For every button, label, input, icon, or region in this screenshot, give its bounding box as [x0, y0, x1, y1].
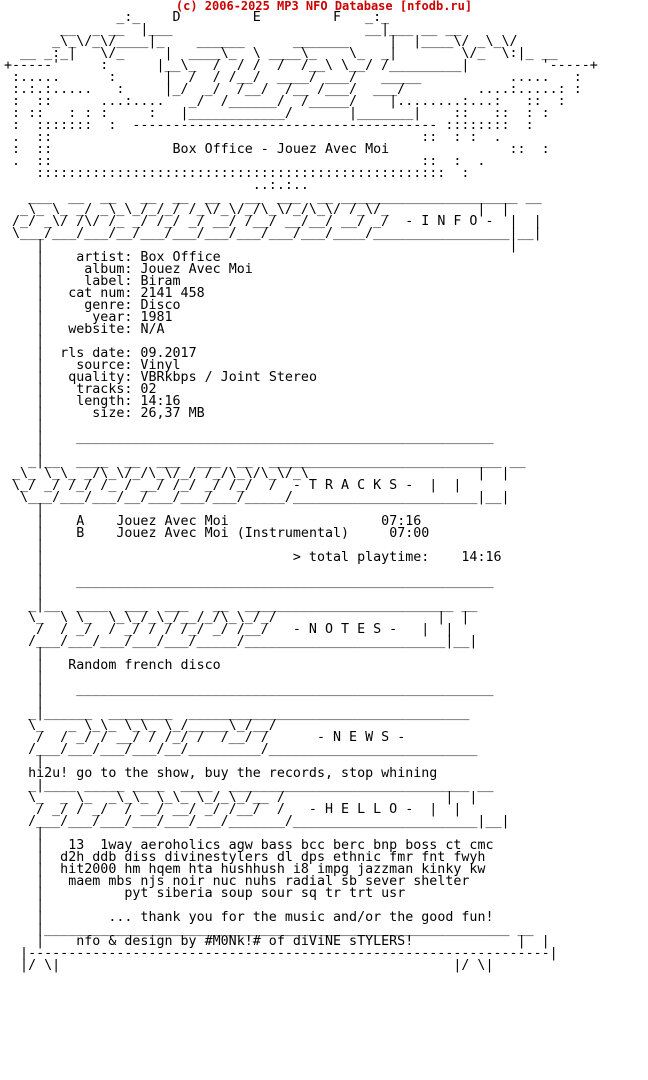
total-playtime-label: > total playtime: — [292, 550, 430, 565]
spacer: | — [4, 754, 45, 769]
tracks-label: tracks: — [76, 382, 133, 397]
spacer: | — [4, 418, 45, 433]
length-label: length: — [76, 394, 133, 409]
info-row-quality: | quality: VBRkbps / Joint Stereo — [4, 370, 317, 385]
info-row-website: | website: N/A — [4, 322, 165, 337]
quality-label: quality: — [68, 370, 133, 385]
notes-text-row: | Random french disco — [4, 658, 221, 673]
divider: | ____________________________________________________ — [4, 430, 494, 445]
logo-row-10: : ::::::: : -------------------------------------- :::::::: : — [4, 118, 534, 133]
info-row-source: | source: Vinyl — [4, 358, 181, 373]
rlsdate-value: 09.2017 — [140, 346, 197, 361]
thanks-text: ... thank you for the music and/or the good fun! — [108, 910, 494, 925]
greets-row-4: | maem mbs njs noir nuc nuhs radial sb sever shelter — [4, 874, 470, 889]
info-row-catnum: | cat num: 2141 458 — [4, 286, 205, 301]
year-label: year: — [92, 310, 133, 325]
footer-top-row: |__________________________________________________________ __ — [4, 922, 534, 937]
total-playtime-row: | > total playtime: 14:16 — [4, 550, 502, 565]
logo-row-2: __ _ __ |___ __|___ __ __ — [4, 22, 462, 37]
info-row-year: | year: 1981 — [4, 310, 173, 325]
info-row-rlsdate: | rls date: 09.2017 — [4, 346, 197, 361]
divider: | ____________________________________________________ — [4, 682, 494, 697]
greets-line: 13 1way aeroholics agw bass bcc berc bnp boss ct cmc — [68, 838, 494, 853]
greets-row-3: | hit2000 hm hqem hta hushhush i8 impg jazzman kinky kw — [4, 862, 486, 877]
frame-row: ..:.:.. — [4, 178, 309, 193]
logo-row-3: _\_\/_\/____|_ ______ _______ | |____\/ _\_\/ — [4, 34, 518, 49]
info-row-length: | length: 14:16 — [4, 394, 181, 409]
tracks-banner-3: \_/ _/ /_/ /_ / __/ /_/ _/ /_/ / - T R A C K S - | | — [4, 478, 462, 493]
tracks-banner-1: _|__ ____ __ ___ ___ __ _____________________________ __ — [4, 454, 526, 469]
notes-banner-3: / / _/ / _/ / / /_/ _/ /__/ - N O T E S - | | — [4, 622, 454, 637]
track-title: Jouez Avec Moi — [116, 514, 229, 529]
spacer: | — [4, 898, 45, 913]
greets-line: d2h ddb diss divinestylers dl dps ethnic fmr fnt fwyh — [60, 850, 486, 865]
catnum-label: cat num: — [68, 286, 133, 301]
hello-banner-4: /___/___/___/___/___/___/_______/_______________________|__| — [4, 814, 510, 829]
spacer: | — [4, 502, 45, 517]
notes-banner-4: /___/___/___/___/___/_____/_________________________|__| — [4, 634, 478, 649]
tracks-heading: - T R A C K S - — [292, 478, 414, 493]
website-label: website: — [68, 322, 133, 337]
track-title: Jouez Avec Moi (Instrumental) — [116, 526, 350, 541]
site-header: (c) 2006-2025 MP3 NFO Database [nfodb.ru] — [175, 0, 473, 13]
logo-row-8: : :: ...:.... _/ /______/ /_____/ |........:...: :: : — [4, 94, 566, 109]
label-value: Biram — [140, 274, 181, 289]
hello-banner-3: / _/ / _/ / __/ __/ _/ /__/ / - H E L L O - | | — [4, 802, 462, 817]
greets-line: maem mbs njs noir nuc nuhs radial sb sever shelter — [68, 874, 470, 889]
size-value: 26,37 MB — [140, 406, 205, 421]
genre-label: genre: — [84, 298, 133, 313]
spacer: | — [4, 334, 45, 349]
spacer: | — [4, 670, 45, 685]
greets-line: pyt siberia soup sour sq tr trt usr — [124, 886, 406, 901]
thanks-row: | ... thank you for the music and/or the good fun! — [4, 910, 494, 925]
greets-line: hit2000 hm hqem hta hushhush i8 impg jazzman kinky kw — [60, 862, 486, 877]
info-row-artist: | artist: Box Office — [4, 250, 221, 265]
source-label: source: — [76, 358, 133, 373]
info-row-tracks: | tracks: 02 — [4, 382, 157, 397]
logo-row-9: : :: : : : : |____________/ |_______| :: :: : : — [4, 106, 550, 121]
notes-banner-2: \_ \ \_ \_\_/_\_/__/_/\_\_/_/ | | — [4, 610, 470, 625]
release-title: Box Office - Jouez Avec Moi — [172, 142, 390, 157]
info-banner-2: _\_ \_ _/ _\_\_/_/_/ /_\/_\/_/\_\/_/\_\/ /_\/_ | | — [4, 202, 510, 217]
spacer: | — [4, 826, 45, 841]
news-text: hi2u! go to the show, buy the records, stop whining — [28, 766, 438, 781]
news-banner-1: _|______ ________ ___________________________________ — [4, 706, 470, 721]
news-banner-4: /___/___/___/___/__/_________/__________________________ — [4, 742, 478, 757]
greets-row-1: | 13 1way aeroholics agw bass bcc berc bnp boss ct cmc — [4, 838, 494, 853]
year-value: 1981 — [140, 310, 173, 325]
spacer: | — [4, 538, 45, 553]
logo-row-6: :..... : | / / /__/ ____/ ___/ _____ ..... : — [4, 70, 582, 85]
frame-row: ::::::::::::::::::::::::::::::::::::::::::::::::::: : — [4, 166, 470, 181]
info-banner-1: ___ __ __ __ __ __ __ ___ __ ______________________ __ — [4, 190, 542, 205]
info-row-album: | album: Jouez Avec Moi — [4, 262, 253, 277]
tracks-value: 02 — [140, 382, 157, 397]
info-row-label: | label: Biram — [4, 274, 181, 289]
greets-row-2: | d2h ddb diss divinestylers dl dps ethnic fmr fnt fwyh — [4, 850, 486, 865]
website-value: N/A — [140, 322, 165, 337]
logo-row-1: _:_ D E F _:_ — [4, 10, 390, 25]
quality-value: VBRkbps / Joint Stereo — [140, 370, 317, 385]
album-value: Jouez Avec Moi — [140, 262, 253, 277]
notes-banner-1: _|__ ____ ___ ___ __ __________________________ __ — [4, 598, 478, 613]
news-banner-3: / / _/ / __/ / /_/ / /__/ / - N E W S - — [4, 730, 406, 745]
spacer: | — [4, 442, 45, 457]
spacer: | — [4, 562, 45, 577]
track-position: A — [76, 514, 85, 529]
label-label: label: — [84, 274, 133, 289]
info-banner-4: \___/___/___/__/___/___/___/___/___/___/____/_________________|__| — [4, 226, 542, 241]
footer-bottom-row: |-----------------------------------------------------------------| — [4, 946, 558, 961]
notes-text: Random french disco — [68, 658, 221, 673]
info-row-size: | size: 26,37 MB — [4, 406, 205, 421]
rlsdate-label: rls date: — [60, 346, 133, 361]
tracks-banner-2: _\_ \_\_ _/\_\/_/\_\/_/ /_/\_\/\_\/_\ | | — [4, 466, 510, 481]
logo-row-7: :.:.:..... : |_/ _/ /__/ /__ /___/ ___/ ....:.....: : — [4, 82, 582, 97]
track-time: 07:00 — [389, 526, 430, 541]
track-row-b: | B Jouez Avec Moi (Instrumental) 07:00 — [4, 526, 430, 541]
title-row: : :: Box Office - Jouez Avec Moi :: : — [4, 142, 550, 157]
length-value: 14:16 — [140, 394, 181, 409]
news-heading: - N E W S - — [316, 730, 406, 745]
frame-row: . :: :: : . — [4, 154, 486, 169]
spacer: | | — [4, 238, 518, 253]
footer-end-row: |/ \| |/ \| — [4, 958, 494, 973]
nfo-credit: nfo & design by #M0Nk!# of diViNE sTYLERS! — [76, 934, 414, 949]
info-row-genre: | genre: Disco — [4, 298, 181, 313]
divider: | ____________________________________________________ — [4, 574, 494, 589]
spacer: | — [4, 586, 45, 601]
info-heading: - I N F O - — [405, 214, 494, 229]
album-label: album: — [84, 262, 133, 277]
track-row-a: | A Jouez Avec Moi 07:16 — [4, 514, 422, 529]
total-playtime-value: 14:16 — [461, 550, 502, 565]
news-banner-2: \_ _ \_\_ \_\_ \_/_____\_/__/ — [4, 718, 277, 733]
logo-row-5: +-----' : |__\_ / / / / /__\ \__/ /_________| '-----+ — [4, 58, 598, 73]
tracks-banner-4: \___/___/___/__/___/___/___/_____/_______________________|__| — [4, 490, 510, 505]
greets-row-5: | pyt siberia soup sour sq tr trt usr — [4, 886, 406, 901]
nfo-document — [4, 12, 598, 972]
hello-heading: - H E L L O - — [308, 802, 414, 817]
track-time: 07:16 — [381, 514, 422, 529]
spacer: | — [4, 646, 45, 661]
source-value: Vinyl — [140, 358, 181, 373]
frame-row: . :: :: : : . — [4, 130, 502, 145]
logo-row-4: __ _:_| \/_ | ____\_ \ ____\_ \_ _| \/_ \:|_ __ — [4, 46, 558, 61]
track-position: B — [76, 526, 85, 541]
artist-label: artist: — [76, 250, 133, 265]
notes-heading: - N O T E S - — [292, 622, 398, 637]
hello-banner-2: \_ _ \_ _\_\_ \_\_ \_/_\_/__ / | | — [4, 790, 478, 805]
artist-value: Box Office — [140, 250, 221, 265]
hello-banner-1: _|____ _____ ____ ____ ______________________________ __ — [4, 778, 494, 793]
size-label: size: — [92, 406, 133, 421]
footer-credit-row: | nfo & design by #M0Nk!# of diViNE sTYLERS! | | — [4, 934, 550, 949]
genre-value: Disco — [140, 298, 181, 313]
info-banner-3: /_/ _\/ /\/ /_ _/ /_/ _/ __/ /__/ __/__/ __/ _/ - I N F O - | | — [4, 214, 542, 229]
catnum-value: 2141 458 — [140, 286, 205, 301]
spacer: | — [4, 694, 45, 709]
